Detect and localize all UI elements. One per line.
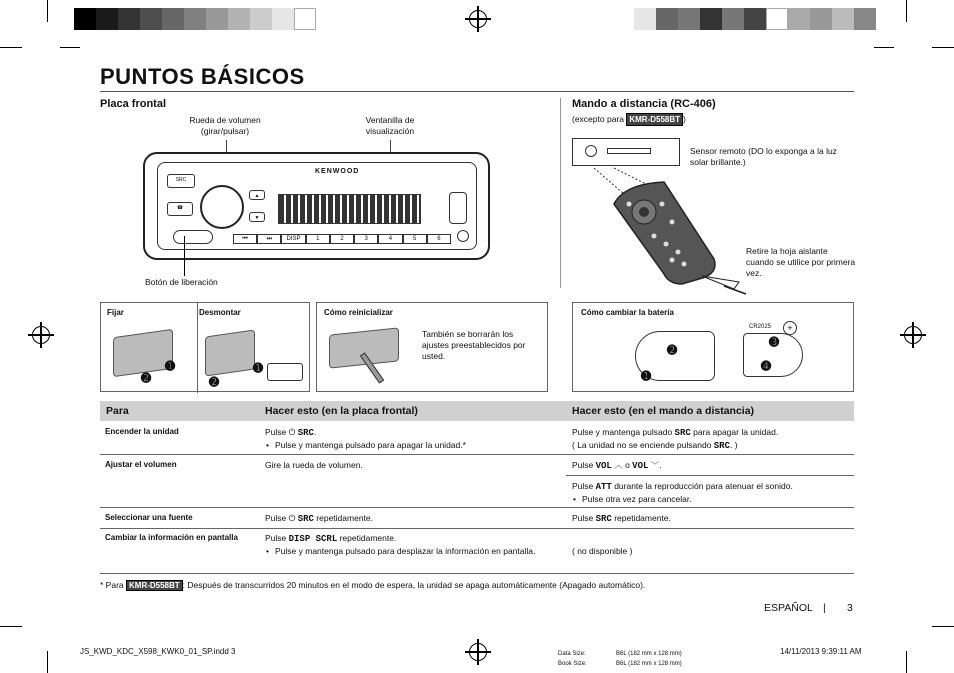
data-size-value: B6L (182 mm x 128 mm) bbox=[616, 651, 682, 657]
table-cell: Pulse DISP SCRL repetidamente. • Pulse y mantenga pulsado para desplazar la información en pantalla. bbox=[265, 532, 550, 557]
up-button: ▲ bbox=[249, 190, 265, 200]
book-size-value: B6L (182 mm x 128 mm) bbox=[616, 661, 682, 667]
grayscale-bar bbox=[74, 8, 316, 30]
crop-mark bbox=[874, 47, 894, 48]
down-button: ▼ bbox=[249, 212, 265, 222]
table-cell: Pulse ATT durante la reproducción para atenuar el sonido. • Pulse otra vez para cancelar. bbox=[572, 480, 852, 505]
page-title: PUNTOS BÁSICOS bbox=[100, 64, 305, 89]
crop-mark bbox=[0, 47, 22, 48]
faceplate-heading: Placa frontal bbox=[100, 98, 167, 110]
attach-label: Fijar bbox=[107, 308, 124, 317]
volume-knob-callout: Rueda de volumen (girar/pulsar) bbox=[189, 115, 261, 136]
phone-button: ☎ bbox=[167, 202, 193, 216]
release-callout-line bbox=[184, 236, 185, 276]
page-number: 3 bbox=[847, 602, 853, 614]
remote-sensor-icon bbox=[585, 145, 597, 157]
footnote: * Para KMR-D558BT : Después de transcurridos 20 minutos en el modo de espera, la unidad se apaga automáticamente (Apagado automático). bbox=[100, 580, 646, 590]
color-bar bbox=[634, 8, 876, 30]
src-button: SRC bbox=[167, 174, 195, 188]
volume-knob bbox=[200, 185, 244, 229]
insulation-sheet-note: Retire la hoja aislante cuando se utilice por primera vez. bbox=[746, 246, 856, 278]
table-cell: Pulse y mantenga pulsado SRC para apagar la unidad. ( La unidad no se enciende pulsando SRC. ) bbox=[572, 427, 779, 451]
model-badge: KMR-D558BT bbox=[126, 580, 183, 591]
crop-mark bbox=[932, 626, 954, 627]
receiver-panel bbox=[572, 138, 680, 166]
table-cell: Pulse VOL ︿ o VOL ﹀. bbox=[572, 460, 662, 471]
table-header bbox=[100, 401, 854, 421]
registration-mark-icon bbox=[469, 643, 487, 661]
header-para: Para bbox=[106, 405, 129, 417]
table-cell: Pulse ⏻ SRC. • Pulse y mantenga pulsado para apagar la unidad.* bbox=[265, 426, 555, 451]
registration-mark-icon bbox=[904, 326, 922, 344]
release-button bbox=[173, 230, 213, 244]
crop-mark bbox=[47, 651, 48, 673]
reset-label: Cómo reinicializar bbox=[324, 308, 393, 317]
print-datetime: 14/11/2013 9:39:11 AM bbox=[780, 647, 862, 656]
table-cell: ( no disponible ) bbox=[572, 546, 633, 556]
step-2-icon: ➋ bbox=[209, 375, 220, 389]
row-label: Seleccionar una fuente bbox=[105, 513, 193, 522]
battery-model: CR2025 bbox=[749, 324, 772, 330]
row-label: Ajustar el volumen bbox=[105, 460, 177, 469]
column-divider bbox=[560, 98, 561, 288]
file-name: JS_KWD_KDC_X598_KWK0_01_SP.indd 3 bbox=[80, 647, 236, 656]
step-3-icon: ➌ bbox=[769, 335, 780, 349]
reset-box bbox=[316, 302, 548, 392]
step-2-icon: ➋ bbox=[667, 343, 678, 357]
display-slot bbox=[607, 148, 651, 154]
step-1-icon: ➊ bbox=[641, 369, 652, 383]
reset-note: También se borrarán los ajustes preestablecidos por usted. bbox=[422, 329, 526, 361]
step-1-icon: ➊ bbox=[253, 361, 264, 375]
crop-mark bbox=[47, 0, 48, 22]
battery-label: Cómo cambiar la batería bbox=[581, 308, 674, 317]
release-button-callout: Botón de liberación bbox=[145, 277, 218, 287]
release-button-drawing bbox=[267, 363, 303, 381]
row-divider bbox=[100, 454, 854, 455]
remote-exception: (excepto para KMR-D558BT ) bbox=[572, 114, 686, 124]
crop-mark bbox=[60, 47, 80, 48]
remote-heading: Mando a distancia (RC-406) bbox=[572, 98, 716, 110]
step-2-icon: ➋ bbox=[141, 371, 152, 385]
box-divider bbox=[197, 303, 198, 393]
row-label: Cambiar la información en pantalla bbox=[105, 533, 238, 542]
crop-mark bbox=[906, 651, 907, 673]
display-window-callout: Ventanilla de visualización bbox=[365, 115, 415, 136]
registration-mark-icon bbox=[469, 10, 487, 28]
usb-port bbox=[449, 192, 467, 224]
faceplate-detach-drawing bbox=[205, 329, 255, 376]
language-label: ESPAÑOL bbox=[764, 602, 813, 614]
faceplate-illustration bbox=[143, 152, 490, 260]
header-remote: Hacer esto (en el mando a distancia) bbox=[572, 405, 755, 417]
row-divider bbox=[100, 507, 854, 508]
chevron-up-icon: ︿ bbox=[614, 460, 623, 470]
table-cell: Pulse SRC repetidamente. bbox=[572, 513, 671, 524]
model-badge: KMR-D558BT bbox=[626, 113, 683, 126]
step-4-icon: ➍ bbox=[761, 359, 772, 373]
remote-control-illustration bbox=[584, 164, 754, 300]
attach-detach-box bbox=[100, 302, 310, 392]
battery-icon: + bbox=[783, 321, 797, 335]
table-cell: Pulse ⏻ SRC repetidamente. bbox=[265, 513, 374, 524]
crop-mark bbox=[906, 0, 907, 22]
aux-jack bbox=[457, 230, 469, 242]
title-divider bbox=[100, 91, 854, 92]
brand-logo: KENWOOD bbox=[315, 168, 360, 175]
step-1-icon: ➊ bbox=[165, 359, 176, 373]
crop-mark bbox=[0, 626, 22, 627]
faceplate-attach-drawing bbox=[113, 329, 176, 377]
row-divider bbox=[100, 573, 854, 574]
book-size-label: Book Size: bbox=[558, 661, 587, 667]
sensor-note: Sensor remoto (DO lo exponga a la luz solar brillante.) bbox=[690, 146, 837, 167]
detach-label: Desmontar bbox=[199, 308, 241, 317]
power-icon: ⏻ bbox=[288, 427, 296, 437]
battery-box bbox=[572, 302, 854, 392]
row-divider bbox=[100, 528, 854, 529]
registration-mark-icon bbox=[32, 326, 50, 344]
power-icon: ⏻ bbox=[288, 513, 296, 523]
page-separator: | bbox=[823, 602, 826, 614]
header-front: Hacer esto (en la placa frontal) bbox=[265, 405, 418, 417]
row-label: Encender la unidad bbox=[105, 427, 179, 436]
preset-buttons: ⏮ ⏭ DISP 1 2 3 4 5 6 bbox=[233, 234, 451, 244]
chevron-down-icon: ﹀ bbox=[650, 460, 660, 470]
row-divider bbox=[566, 475, 854, 476]
data-size-label: Data Size: bbox=[558, 651, 586, 657]
table-cell: Gire la rueda de volumen. bbox=[265, 460, 363, 470]
display-window bbox=[278, 194, 421, 224]
crop-mark bbox=[932, 47, 954, 48]
